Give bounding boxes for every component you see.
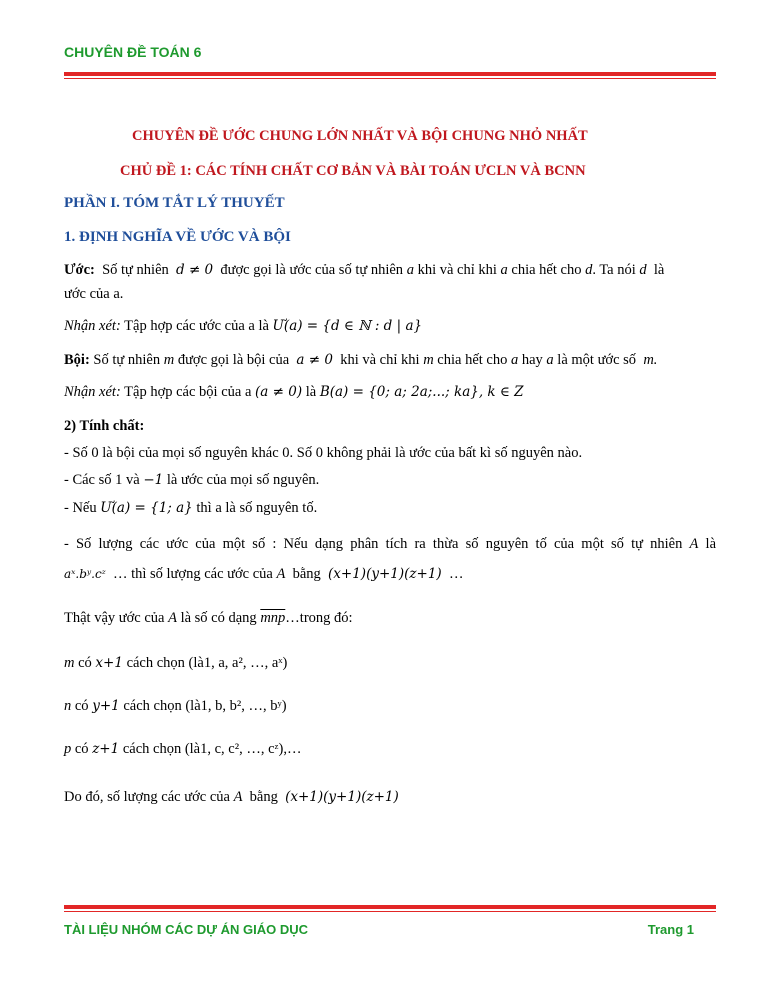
section-part1: PHẦN I. TÓM TẮT LÝ THUYẾT — [64, 195, 285, 211]
nhanxet-text: Tập hợp các bội của a — [124, 384, 252, 400]
mnp-number: $\overline{mnp}$ — [260, 610, 286, 626]
prop3-math: Ư(a) = {1; a} — [100, 500, 193, 516]
var-p: p — [64, 741, 72, 757]
proof-text: có — [74, 698, 89, 714]
uoc-math: d ≠ 0 — [176, 262, 214, 278]
boi-label: Bội: — [64, 352, 90, 368]
nhanxet-label: Nhận xét: — [64, 318, 121, 334]
page-header-title: CHUYÊN ĐỀ TOÁN 6 — [64, 44, 202, 60]
boi-text: Số tự nhiên — [93, 352, 161, 368]
proof-math: x+1 — [95, 655, 123, 671]
uoc-text: Số tự nhiên — [102, 262, 169, 278]
boi-text: được gọi là bội của — [177, 352, 290, 368]
var-m: m — [423, 352, 434, 368]
uoc-text: chia hết cho — [511, 262, 582, 278]
proof-p-line — [64, 741, 716, 758]
proof-text: cách chọn (là1, a, a², …, aˣ) — [126, 655, 288, 671]
proof-text: Thật vậy ước của — [64, 610, 165, 626]
prop4-text: bằng — [292, 566, 321, 582]
var-A: A — [233, 789, 243, 805]
boi-definition — [64, 352, 716, 369]
page-number: Trang 1 — [647, 922, 694, 937]
var-m: m — [163, 352, 175, 368]
nhanxet-label: Nhận xét: — [64, 384, 121, 400]
prop2-text: là ước của mọi số nguyên. — [166, 472, 320, 488]
proof-text: là số có dạng — [180, 610, 257, 626]
proof-conclusion — [64, 789, 716, 806]
proof-text: có — [78, 655, 92, 671]
proof-text: Do đó, số lượng các ước của — [64, 789, 230, 805]
var-a: a — [546, 352, 554, 368]
property-4-line2 — [64, 566, 716, 583]
proof-math: z+1 — [92, 741, 120, 757]
a-nonzero-math: (a ≠ 0) — [255, 384, 303, 400]
uoc-definition-line2: ước của a. — [64, 286, 124, 302]
uoc-text: là — [653, 262, 665, 278]
prop2-math: −1 — [143, 472, 164, 488]
nhanxet-text: là — [305, 384, 317, 400]
var-A: A — [168, 610, 177, 626]
var-a: a — [406, 262, 414, 278]
property-1: - Số 0 là bội của mọi số nguyên khác 0. Số 0 không phải là ước của bất kì số nguyên nào. — [64, 445, 583, 461]
footer-rule-thin — [64, 911, 716, 912]
factorization-math: aˣ.bʸ.cᶻ — [64, 567, 106, 581]
proof-text: …trong đó: — [285, 610, 353, 626]
nhanxet-boi — [64, 384, 716, 401]
var-a: a — [510, 352, 519, 368]
uoc-definition-line1 — [64, 262, 716, 279]
property-2 — [64, 472, 716, 489]
divisor-count-formula: (x+1)(y+1)(z+1) — [328, 566, 442, 582]
prop4-text: … thì số lượng các ước của — [112, 566, 273, 582]
uoc-label: Ước: — [64, 262, 95, 278]
uoc-text: . Ta nói — [592, 262, 636, 278]
header-rule-thin — [64, 78, 716, 79]
prop3-text: - Nếu — [64, 500, 97, 516]
footer-source: TÀI LIỆU NHÓM CÁC DỰ ÁN GIÁO DỤC — [64, 922, 309, 937]
nhanxet-text: Tập hợp các ước của a là — [124, 318, 269, 334]
boi-set-formula: B(a) = {0; a; 2a;...; ka}, k ∈ Z — [319, 384, 524, 400]
proof-intro — [64, 610, 716, 627]
boi-text: khi và chỉ khi — [340, 352, 420, 368]
boi-math: a ≠ 0 — [296, 352, 333, 368]
footer-rule — [64, 905, 716, 909]
prop4-text: - Số lượng các ước của một số : Nếu dạng phân tích ra thừa số nguyên tố của một số tự nhiên — [64, 536, 683, 552]
prop4-text: là — [705, 536, 717, 552]
boi-end: m. — [643, 352, 658, 368]
prop2-text: - Các số 1 và — [64, 472, 140, 488]
main-title: CHUYÊN ĐỀ ƯỚC CHUNG LỚN NHẤT VÀ BỘI CHUNG NHỎ NHẤT — [132, 128, 588, 144]
proof-text: có — [74, 741, 89, 757]
proof-text: bằng — [249, 789, 278, 805]
property-4-line1 — [64, 536, 716, 553]
proof-n-line — [64, 698, 716, 715]
section-definition: 1. ĐỊNH NGHĨA VỀ ƯỚC VÀ BỘI — [64, 229, 291, 245]
uoc-set-formula: Ư(a) = {d ∈ ℕ : d | a} — [272, 318, 423, 334]
var-d: d — [639, 262, 647, 278]
var-a: a — [500, 262, 508, 278]
boi-text: hay — [521, 352, 543, 368]
boi-text: chia hết cho — [437, 352, 508, 368]
section-properties: 2) Tính chất: — [64, 418, 145, 434]
var-d: d — [585, 262, 593, 278]
proof-text: cách chọn (là1, b, b², …, bʸ) — [123, 698, 287, 714]
proof-text: cách chọn (là1, c, c², …, cᶻ),… — [122, 741, 302, 757]
proof-math: y+1 — [92, 698, 120, 714]
property-3 — [64, 500, 716, 517]
var-A: A — [689, 536, 699, 552]
header-rule — [64, 72, 716, 76]
nhanxet-uoc — [64, 318, 716, 335]
var-A: A — [276, 566, 286, 582]
sub-title: CHỦ ĐỀ 1: CÁC TÍNH CHẤT CƠ BẢN VÀ BÀI TOÁN ƯCLN VÀ BCNN — [120, 163, 586, 179]
uoc-text: được gọi là ước của số tự nhiên — [220, 262, 404, 278]
divisor-count-formula: (x+1)(y+1)(z+1) — [285, 789, 399, 805]
uoc-text: khi và chỉ khi — [417, 262, 497, 278]
prop4-text: … — [448, 566, 464, 582]
var-n: n — [64, 698, 72, 714]
boi-text: là một ước số — [557, 352, 637, 368]
proof-m-line — [64, 655, 716, 672]
var-m: m — [64, 655, 75, 671]
prop3-text: thì a là số nguyên tố. — [196, 500, 318, 516]
